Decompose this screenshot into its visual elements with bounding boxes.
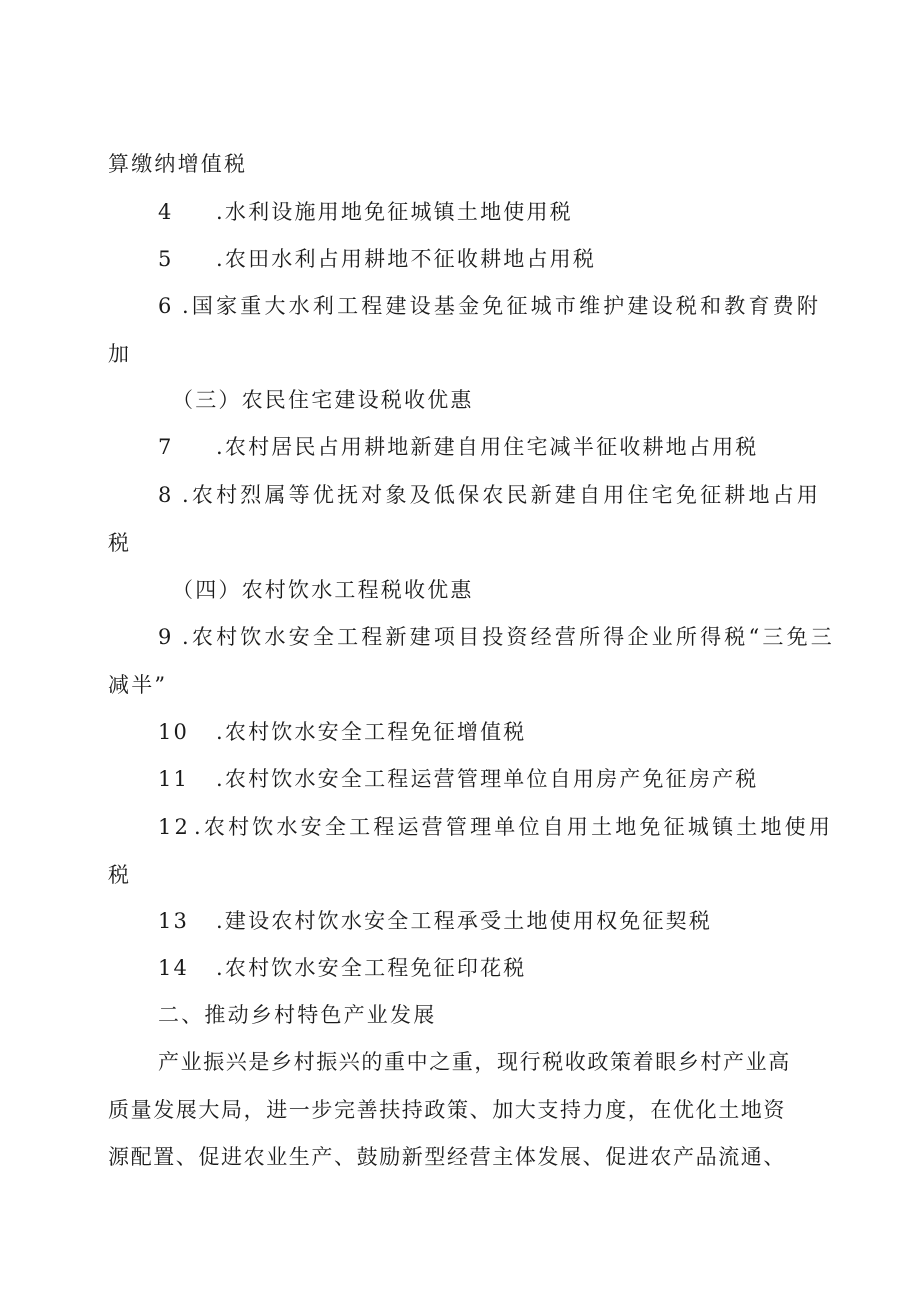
item-number: 14 [158,956,190,980]
item-continuation: 减半” [108,673,168,697]
item-text: .农村饮水安全工程免征印花税 [216,956,527,980]
carry-over-line: 算缴纳增值税 [108,152,248,176]
paragraph-line: 源配置、促进农业生产、鼓励新型经营主体发展、促进农产品流通、 [108,1145,786,1169]
item-text: .农村烈属等优抚对象及低保农民新建自用住宅免征耕地占用 [182,483,822,507]
list-item [158,765,758,793]
section-heading: 二、推动乡村特色产业发展 [158,1003,437,1027]
item-text: .农村饮水安全工程新建项目投资经营所得企业所得税“三免三 [182,625,836,649]
paragraph-line: 质量发展大局，进一步完善扶持政策、加大支持力度，在优化土地资 [108,1098,786,1122]
list-item [158,292,821,320]
item-continuation: 税 [108,531,132,555]
item-continuation: 税 [108,863,132,887]
list-item [158,718,526,746]
item-text: .国家重大水利工程建设基金免征城市维护建设税和教育费附 [182,294,822,318]
list-item [158,623,835,651]
item-number: 13 [158,909,190,933]
item-number: 9 [158,625,175,649]
subsection-heading: （四）农村饮水工程税收优惠 [172,578,474,602]
subsection-heading: （三）农民住宅建设税收优惠 [172,388,474,412]
list-item [158,481,821,509]
item-number: 12 [158,815,192,839]
item-number: 11 [158,767,190,791]
item-text: .农田水利占用耕地不征收耕地占用税 [216,247,597,271]
item-number: 6 [158,294,175,318]
list-item [158,954,526,982]
list-item [158,433,758,461]
list-item [158,245,596,273]
item-text: .建设农村饮水安全工程承受土地使用权免征契税 [216,909,713,933]
item-text: .水利设施用地免征城镇土地使用税 [216,200,573,224]
item-text: .农村居民占用耕地新建自用住宅减半征收耕地占用税 [216,435,759,459]
list-item [158,907,712,935]
list-item [158,198,573,226]
list-item [158,813,833,841]
item-continuation: 加 [108,342,132,366]
item-number: 7 [158,435,174,459]
item-number: 8 [158,483,175,507]
item-text: .农村饮水安全工程运营管理单位自用房产免征房产税 [216,767,759,791]
item-number: 10 [158,720,190,744]
item-number: 5 [158,247,174,271]
item-text: .农村饮水安全工程运营管理单位自用土地免征城镇土地使用 [194,815,834,839]
item-number: 4 [158,200,174,224]
paragraph-line: 产业振兴是乡村振兴的重中之重，现行税收政策着眼乡村产业高 [158,1050,791,1074]
item-text: .农村饮水安全工程免征增值税 [216,720,527,744]
